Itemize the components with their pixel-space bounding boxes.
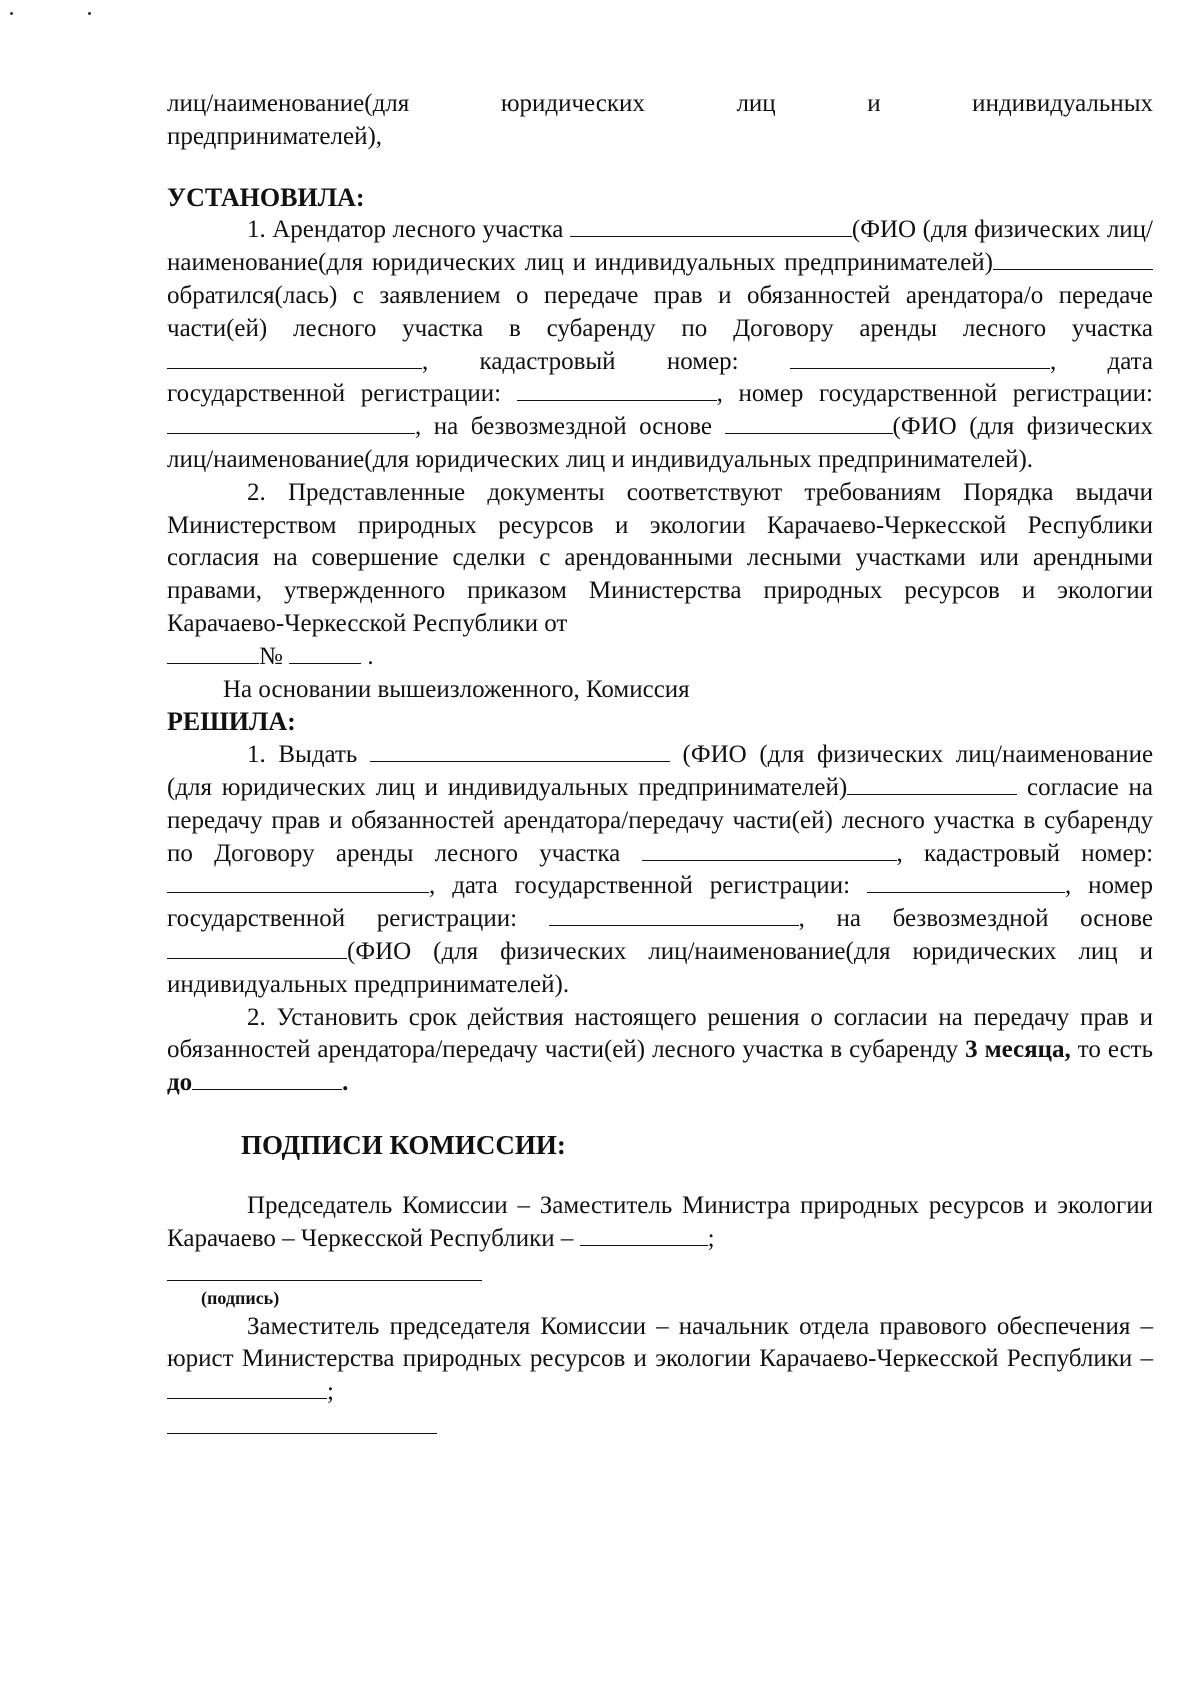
chair-signature-block: Председатель Комиссии – Заместитель Министра природных ресурсов и экологии Карачаево – Черкесской Республики – ;	[167, 1191, 1153, 1252]
blank-field[interactable]	[167, 411, 415, 434]
order-number-line: № .	[167, 641, 1153, 674]
blank-field[interactable]	[570, 214, 852, 237]
blank-field[interactable]	[289, 641, 361, 664]
decided-paragraph-1: 1. Выдать (ФИО (для физических лиц/наименование (для юридических лиц и индивидуальных предпринимателей) согласие на передачу прав и обязанностей арендатора/передачу части(ей) лесного участка в субаренду по Договору аренды лесного участка , кадастровый номер: , дата государственной регистрации: , номер государственной регистрации: , на безвозмездной основе (ФИО (для физических лиц/наименование(для юридических лиц и индивидуальных предпринимателей).	[167, 741, 1154, 998]
document-body	[167, 88, 1153, 1434]
section-heading-signatures: ПОДПИСИ КОМИССИИ:	[241, 1129, 566, 1160]
blank-field[interactable]	[167, 641, 259, 664]
blank-field[interactable]	[993, 247, 1153, 270]
blank-field[interactable]	[867, 870, 1065, 893]
section-heading-established: УСТАНОВИЛА:	[167, 182, 365, 212]
blank-field[interactable]	[167, 870, 429, 893]
established-paragraph-2: 2. Представленные документы соответствуют требованиям Порядка выдачи Министерством природных ресурсов и экологии Карачаево-Черкесской Республики согласия на совершение сделки с арендованными лесными участками или арендными правами, утвержденного приказом Министерства природных ресурсов и экологии Карачаево-Черкесской Республики от	[167, 478, 1153, 637]
deputy-signature-block: Заместитель председателя Комиссии – начальник отдела правового обеспечения – юрист Министерства природных ресурсов и экологии Карачаево-Черкесской Республики –;	[167, 1312, 1153, 1406]
fio-continue-line: лиц/наименование(для юридических лиц и индивидуальных	[167, 90, 1153, 117]
blank-field[interactable]	[167, 1376, 327, 1399]
signature-line[interactable]	[167, 1433, 437, 1434]
blank-field[interactable]	[847, 772, 1017, 795]
blank-field[interactable]	[167, 346, 422, 369]
blank-field[interactable]	[725, 411, 893, 434]
blank-field[interactable]	[167, 936, 347, 959]
blank-field[interactable]	[790, 346, 1050, 369]
blank-field[interactable]	[517, 378, 717, 401]
established-paragraph-1: 1. Арендатор лесного участка (ФИО (для физических лиц/наименование(для юридических лиц и индивидуальных предпринимателей) обратился(лась) с заявлением о передаче прав и обязанностей арендатора/о передаче части(ей) лесного участка в субаренду по Договору аренды лесного участка , кадастровый номер: , дата государственной регистрации: , номер государственной регистрации: , на безвозмездной основе (ФИО (для физических лиц/наименование(для юридических лиц и индивидуальных предпринимателей).	[167, 216, 1154, 473]
signature-caption: (подпись)	[201, 1287, 280, 1308]
fio-continue-line: предпринимателей),	[167, 122, 383, 150]
scan-artifact	[88, 12, 91, 15]
basis-line: На основании вышеизложенного, Комиссия	[223, 675, 690, 703]
blank-field[interactable]	[549, 903, 799, 926]
blank-field[interactable]	[642, 838, 897, 861]
blank-field[interactable]	[580, 1223, 708, 1246]
scan-artifact	[10, 12, 13, 15]
signature-line[interactable]	[167, 1280, 482, 1281]
blank-field[interactable]	[192, 1067, 342, 1090]
decided-paragraph-2: 2. Установить срок действия настоящего решения о согласии на передачу прав и обязанностей арендатора/передачу части(ей) лесного участка в субаренду 3 месяца, то есть до .	[167, 1003, 1153, 1097]
blank-field[interactable]	[370, 739, 670, 762]
section-heading-decided: РЕШИЛА:	[167, 707, 296, 737]
